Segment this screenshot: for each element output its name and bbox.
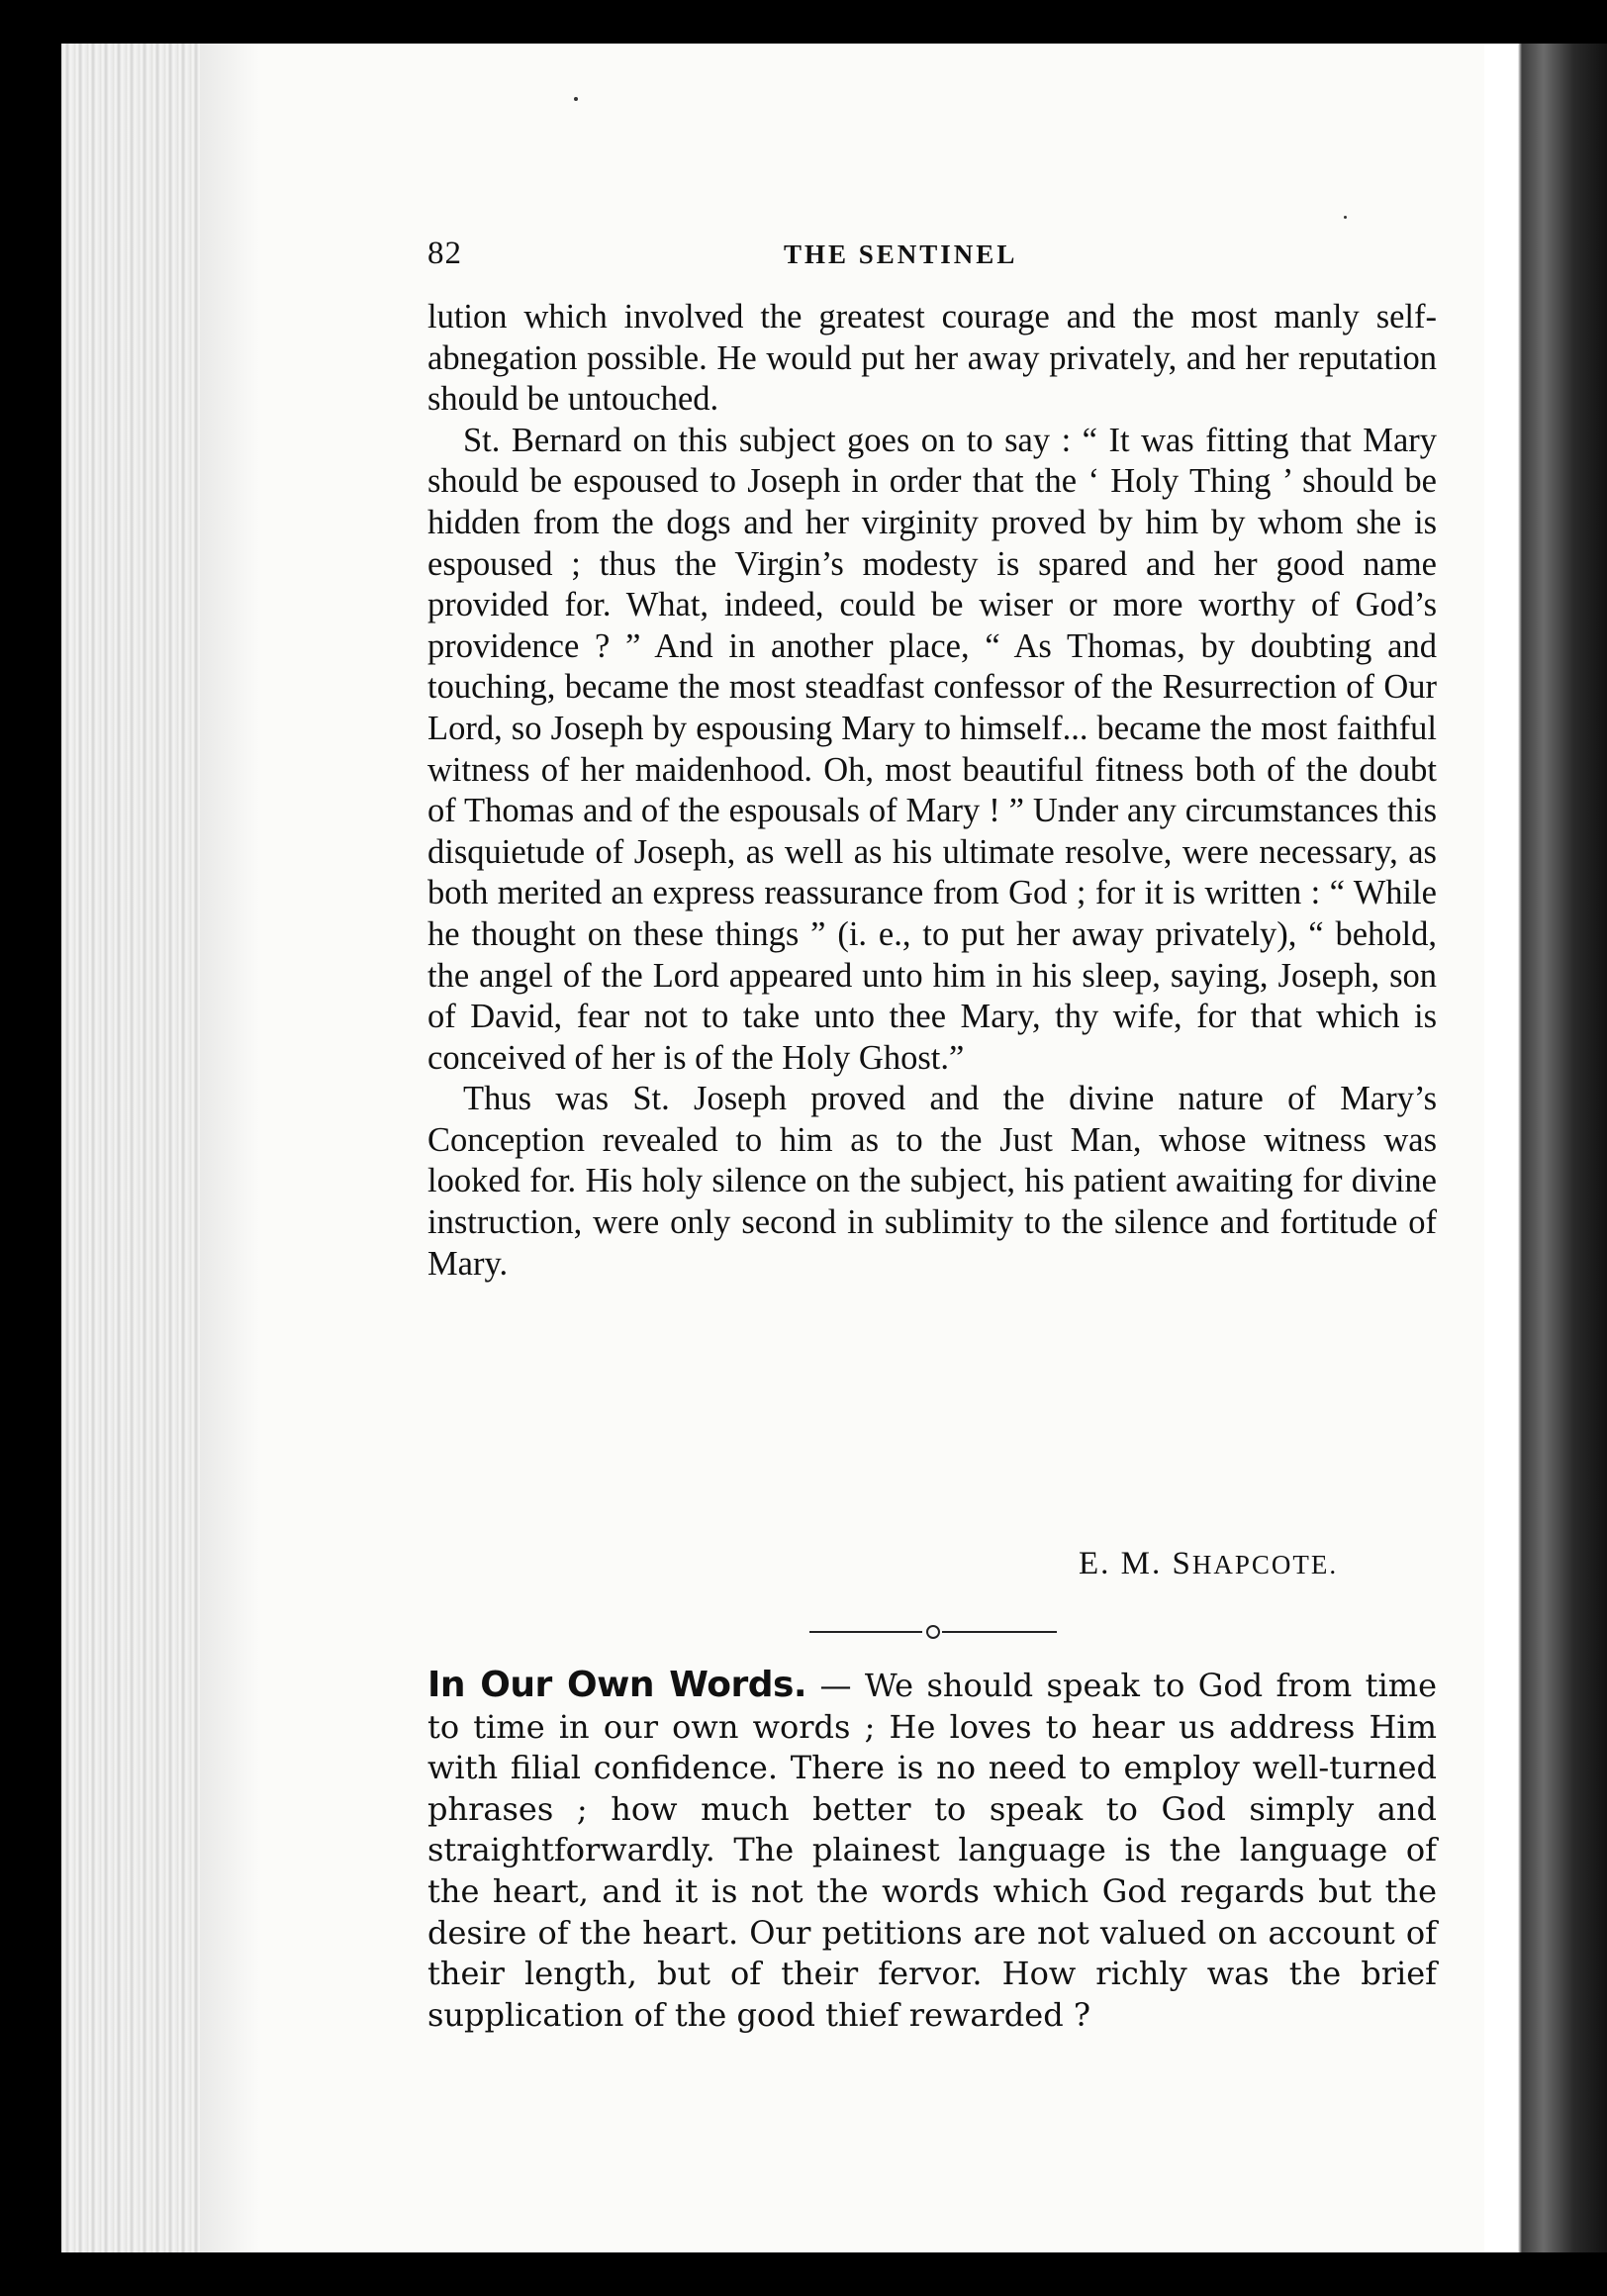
running-head: [427, 236, 1435, 275]
note-body: We should speak to God from time to time in our own words ; He loves to hear us address Him with filial confidence. There is no need to employ well-turned phrases ; how much better to speak to God simply and straightforwardly. The plainest language is the language of the heart, and it is not the words which God regards but the desire of the heart. Our petitions are not valued on account of their length, but of their fervor. How richly was the brief supplication of the good thief rewarded ?: [427, 1667, 1438, 2034]
page-number: 82: [427, 236, 462, 271]
article-paragraph: Thus was St. Joseph proved and the divine nature of Mary’s Conception revealed to him as to the Just Man, whose witness was looked for. His holy silence on the subject, his patient awaiting for divine instruction, were only second in sublimity to the silence and fortitude of Mary.: [427, 1080, 1437, 1283]
note-paragraph: [427, 1665, 1437, 2036]
short-note: [427, 1665, 1437, 2036]
author-signature: [1079, 1546, 1338, 1582]
article-body: [427, 297, 1437, 1285]
divider-line: [942, 1631, 1057, 1633]
running-title: THE SENTINEL: [784, 239, 1018, 269]
page-edge: [1484, 44, 1607, 2252]
signature-initials: E. M. S: [1079, 1546, 1192, 1581]
print-speck: [1344, 216, 1347, 219]
divider-line: [809, 1631, 922, 1633]
section-divider: [809, 1621, 1057, 1643]
divider-ornament: [926, 1625, 940, 1639]
gutter-shadow: [200, 44, 259, 2252]
article-paragraph: lution which involved the greatest courage and the most manly self-abnegation possible. He would put her away privately, and her reputation should be untouched.: [427, 298, 1437, 419]
note-heading: In Our Own Words.: [427, 1665, 807, 1705]
page-gutter: [61, 44, 200, 2252]
print-speck: [574, 97, 578, 101]
signature-small-caps: HAPCOTE.: [1191, 1550, 1339, 1579]
article-paragraph: St. Bernard on this subject goes on to say : “ It was fitting that Mary should be espoused to Joseph in order that the ‘ Holy Thing ’ should be hidden from the dogs and her virginity proved by him by whom she is espoused ; thus the Virgin’s modesty is spared and her good name provided for. What, indeed, could be wiser or more worthy of God’s providence ? ” And in another place, “ As Thomas, by doubting and touching, became the most steadfast confessor of the Resurrection of Our Lord, so Joseph by espousing Mary to himself... became the most faithful witness of her maidenhood. Oh, most beautiful fitness both of the doubt of Thomas and of the espousals of Mary ! ” Under any circumstances this disquietude of Joseph, as well as his ultimate resolve, were necessary, as both merited an express reassurance from God ; for it is written : “ While he thought on these things ” (i. e., to put her away privately), “ behold, the angel of the Lord appeared unto him in his sleep, saying, Joseph, son of David, fear not to take unto thee Mary, thy wife, for that which is conceived of her is of the Holy Ghost.”: [427, 421, 1437, 1077]
note-dash: —: [806, 1667, 865, 1704]
